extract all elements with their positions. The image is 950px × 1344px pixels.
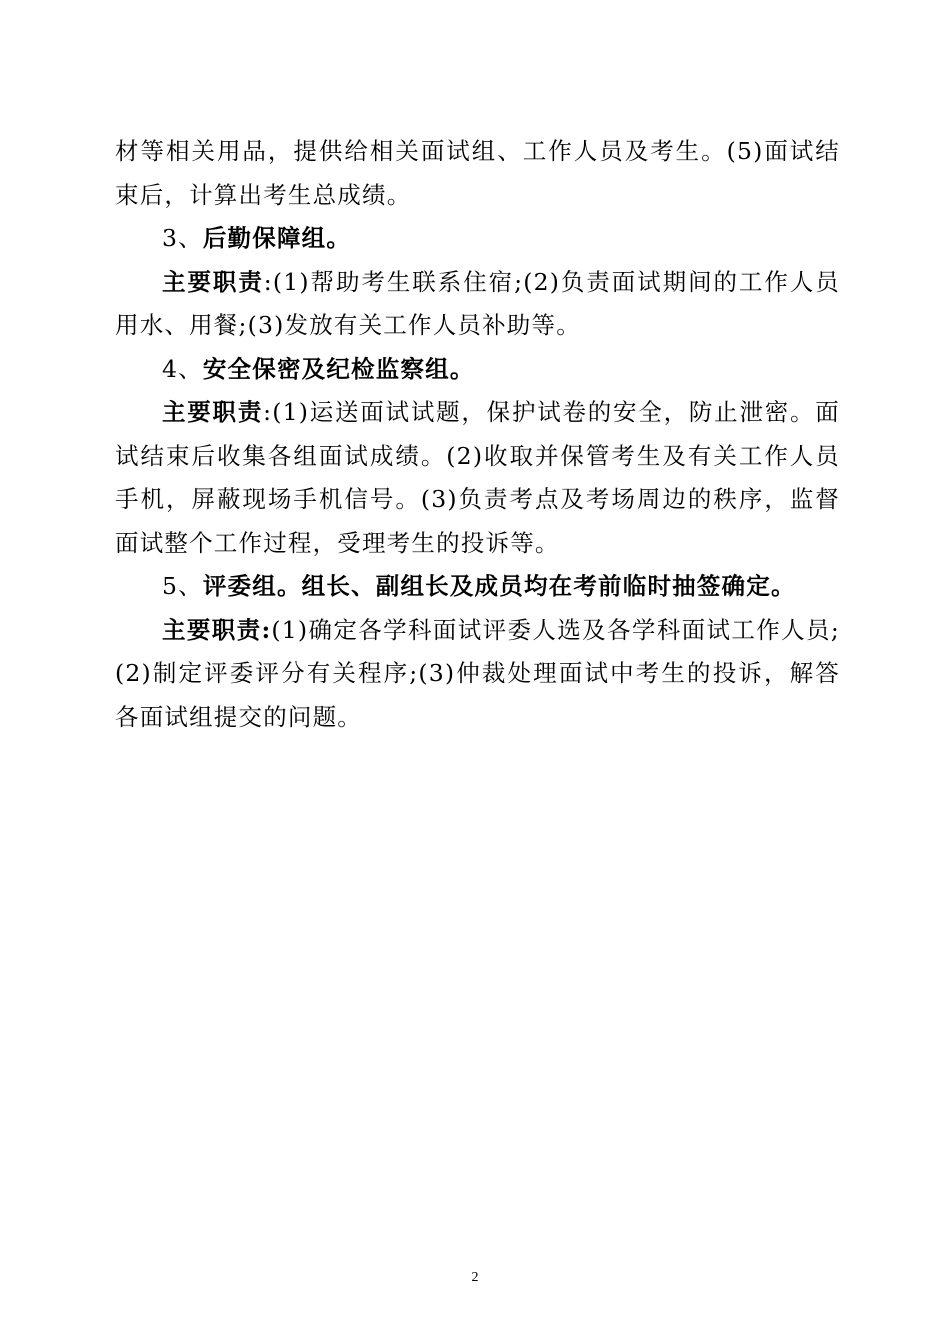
section-number: 4、 (162, 354, 203, 383)
paragraph-text: :(1)运送面试试题，保护试卷的安全，防止泄密。面试结束后收集各组面试成绩。(2)收取并保管考生及有关工作人员手机，屏蔽现场手机信号。(3)负责考点及考场周边的秩序，监督面试整个工作过程，受理考生的投诉等。 (115, 398, 840, 557)
paragraph-continuation (115, 130, 840, 217)
duties-label: 主要职责: (162, 615, 272, 644)
paragraph-logistics-duties (115, 261, 840, 348)
section-number: 5、 (162, 572, 203, 600)
document-body (115, 130, 840, 739)
paragraph-text: (1)确定各学科面试评委人选及各学科面试工作人员;(2)制定评委评分有关程序;(3)仲裁处理面试中考生的投诉，解答各面试组提交的问题。 (115, 615, 840, 731)
duties-label: 主要职责 (162, 398, 264, 426)
section-title: 后勤保障组。 (202, 224, 352, 252)
section-heading-security (115, 348, 840, 392)
section-title: 评委组。组长、副组长及成员均在考前临时抽签确定。 (202, 572, 796, 600)
paragraph-text: 材等相关用品，提供给相关面试组、工作人员及考生。(5)面试结束后，计算出考生总成绩。 (115, 137, 840, 209)
paragraph-judges-duties (115, 609, 840, 740)
duties-label: 主要职责 (162, 267, 264, 296)
section-title: 安全保密及纪检监察组。 (202, 354, 475, 383)
paragraph-security-duties (115, 391, 840, 565)
section-number: 3、 (162, 224, 203, 252)
section-heading-logistics (115, 217, 840, 261)
page-number: 2 (471, 1270, 479, 1285)
section-heading-judges (115, 565, 840, 609)
paragraph-text: :(1)帮助考生联系住宿;(2)负责面试期间的工作人员用水、用餐;(3)发放有关工作人员补助等。 (115, 267, 840, 339)
